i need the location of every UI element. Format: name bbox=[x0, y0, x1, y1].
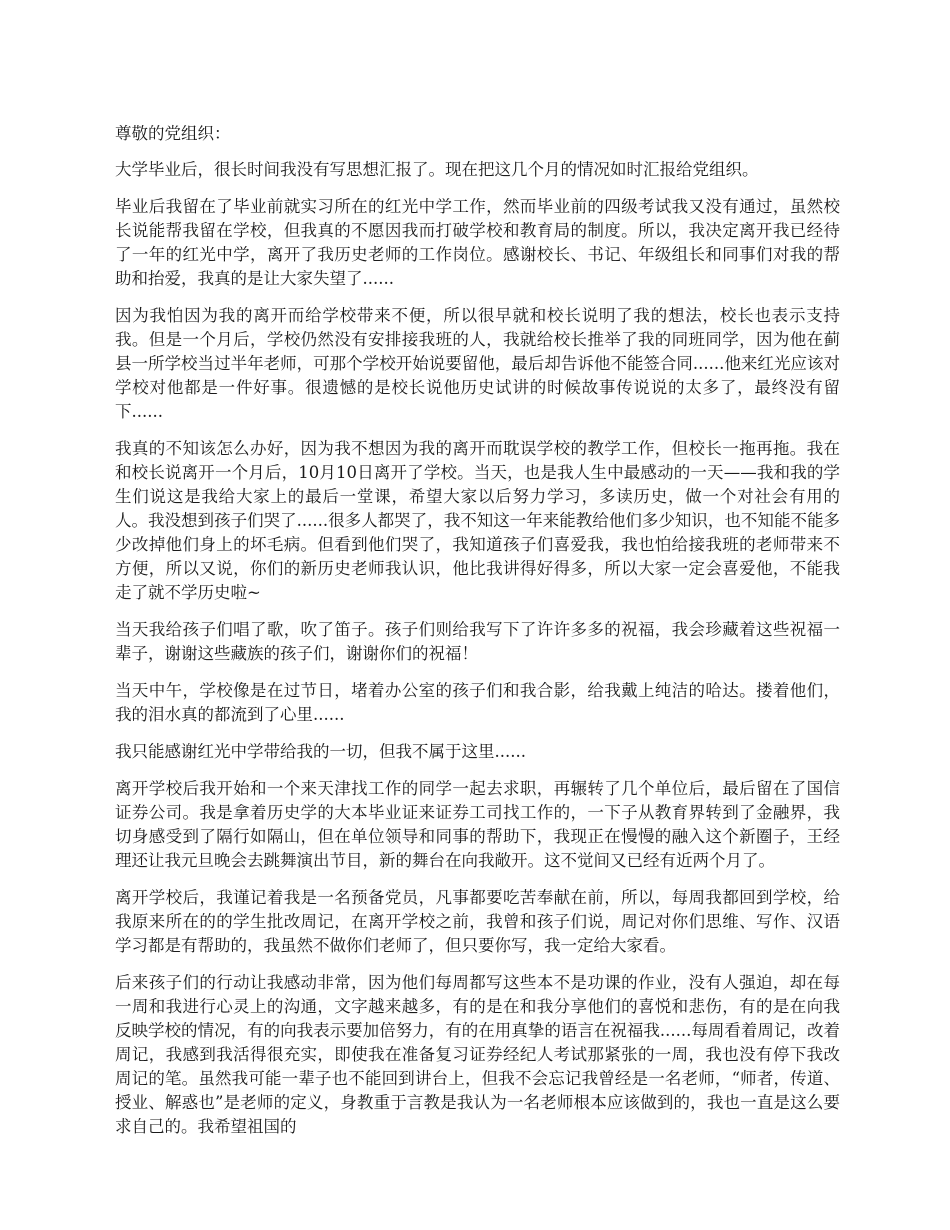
document-page bbox=[115, 122, 840, 1152]
paragraph-7: 我只能感谢红光中学带给我的一切，但我不属于这里...... bbox=[115, 742, 526, 761]
paragraph-9: 离开学校后，我谨记着我是一名预备党员，凡事都要吃苦奉献在前，所以，每周我都回到学校，给我原来所在的的学生批改周记，在离开学校之前，我曾和孩子们说，周记对你们思维、写作、汉语学习都是有帮助的，我虽然不做你们老师了，但只要你写，我一定给大家看。 bbox=[115, 888, 840, 955]
paragraph-3: 因为我怕因为我的离开而给学校带来不便，所以很早就和校长说明了我的想法，校长也表示支持我。但是一个月后，学校仍然没有安排接我班的人，我就给校长推举了我的同班同学，因为他在蓟县一所学校当过半年老师，可那个学校开始说要留他，最后却告诉他不能签合同......他来红光应该对学校对他都是一件好事。很遗憾的是校长说他历史试讲的时候故事传说说的太多了，最终没有留下...... bbox=[115, 306, 840, 421]
paragraph-10: 后来孩子们的行动让我感动非常，因为他们每周都写这些本不是功课的作业，没有人强迫，却在每一周和我进行心灵上的沟通，文字越来越多，有的是在和我分享他们的喜悦和悲伤，有的是在向我反映学校的情况，有的向我表示要加倍努力，有的在用真挚的语言在祝福我......每周看着周记，改着周记，我感到我活得很充实，即使我在准备复习证券经纪人考试那紧张的一周，我也没有停下我改周记的笔。虽然我可能一辈子也不能回到讲台上，但我不会忘记我曾经是一名老师，“师者，传道、授业、解惑也”是老师的定义，身教重于言教是我认为一名老师根本应该做到的，我也一直是这么要求自己的。我希望祖国的 bbox=[115, 973, 840, 1136]
paragraph-1: 大学毕业后，很长时间我没有写思想汇报了。现在把这几个月的情况如时汇报给党组织。 bbox=[115, 160, 759, 179]
paragraph-2: 毕业后我留在了毕业前就实习所在的红光中学工作，然而毕业前的四级考试我又没有通过，虽然校长说能帮我留在学校，但我真的不愿因我而打破学校和教育局的制度。所以，我决定离开我已经待了一年的红光中学，离开了我历史老师的工作岗位。感谢校长、书记、年级组长和同事们对我的帮助和抬爱，我真的是让大家失望了...... bbox=[115, 197, 840, 288]
paragraph-6: 当天中午，学校像是在过节日，堵着办公室的孩子们和我合影，给我戴上纯洁的哈达。搂着他们，我的泪水真的都流到了心里...... bbox=[115, 681, 840, 724]
paragraph-5: 当天我给孩子们唱了歌，吹了笛子。孩子们则给我写下了许许多多的祝福，我会珍藏着这些祝福一辈子，谢谢这些藏族的孩子们，谢谢你们的祝福！ bbox=[115, 620, 840, 663]
paragraph-4: 我真的不知该怎么办好，因为我不想因为我的离开而耽误学校的教学工作，但校长一拖再拖。我在和校长说离开一个月后，10月10日离开了学校。当天，也是我人生中最感动的一天——我和我的学生们说这是我给大家上的最后一堂课，希望大家以后努力学习，多读历史，做一个对社会有用的人。我没想到孩子们哭了......很多人都哭了，我不知这一年来能教给他们多少知识，也不知能不能多少改掉他们身上的坏毛病。但看到他们哭了，我知道孩子们喜爱我，我也怕给接我班的老师带来不方便，所以又说，你们的新历史老师我认识，他比我讲得好得多，所以大家一定会喜爱他，不能我走了就不学历史啦~ bbox=[115, 439, 840, 602]
paragraph-8: 离开学校后我开始和一个来天津找工作的同学一起去求职，再辗转了几个单位后，最后留在了国信证券公司。我是拿着历史学的大本毕业证来证券工司找工作的，一下子从教育界转到了金融界，我切身感受到了隔行如隔山，但在单位领导和同事的帮助下，我现正在慢慢的融入这个新圈子，王经理还让我元旦晚会去跳舞演出节目，新的舞台在向我敞开。这不觉间又已经有近两个月了。 bbox=[115, 779, 840, 870]
salutation: 尊敬的党组织： bbox=[115, 124, 231, 143]
